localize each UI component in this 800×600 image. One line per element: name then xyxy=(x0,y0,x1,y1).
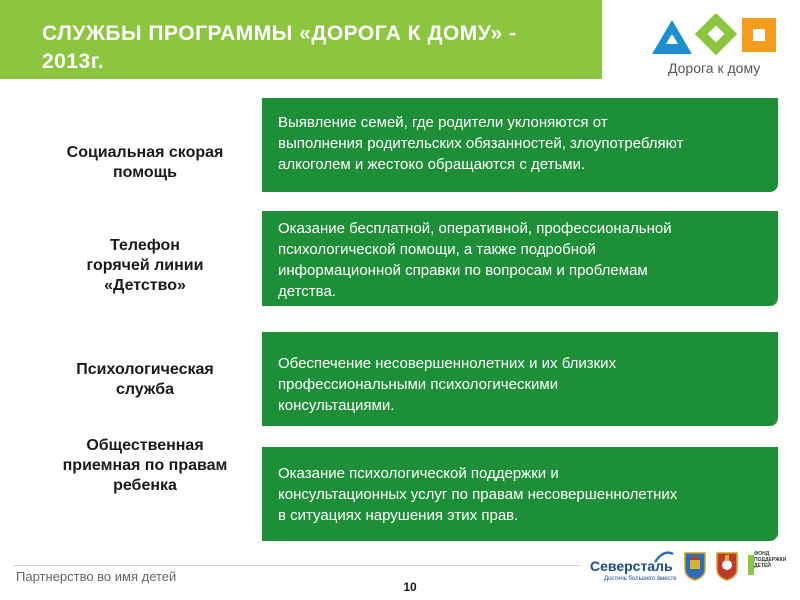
row-label-hotline xyxy=(30,236,260,296)
service-box-psychological-service xyxy=(262,332,778,426)
service-text-line: Оказание бесплатной, оперативной, профессиональной xyxy=(278,220,672,237)
partner-logo-severstal: Северсталь xyxy=(590,558,673,574)
row-label-line: ребенка xyxy=(113,477,177,494)
page-number: 10 xyxy=(403,580,417,594)
row-label-public-reception xyxy=(30,436,260,496)
fund-logo-text: ФОНД ПОДДЕРЖКИ ДЕТЕЙ xyxy=(754,551,787,569)
partner-slogan: Достичь большего вместе xyxy=(604,576,677,582)
service-text-line: Оказание психологической поддержки и xyxy=(278,465,559,482)
service-text-line: выполнения родительских обязанностей, злоупотребляют xyxy=(278,135,684,152)
row-label-line: Психологическая xyxy=(76,361,214,378)
row-label-line: Телефон xyxy=(110,237,180,254)
service-text-line: профессиональными психологическими xyxy=(278,376,559,393)
service-text-line: информационной справки по вопросам и проблемам xyxy=(278,262,648,279)
row-label-social-ambulance xyxy=(30,143,260,183)
footer-tagline: Партнерство во имя детей xyxy=(16,569,177,584)
row-label-line: «Детство» xyxy=(104,277,186,294)
row-label-line: Социальная скорая xyxy=(66,144,224,161)
service-text-line: в ситуациях нарушения этих прав. xyxy=(278,507,519,524)
service-text-line: алкоголем и жестоко обращаются с детьми. xyxy=(278,156,586,173)
city-crest-icon xyxy=(683,551,707,581)
service-text-line: детства. xyxy=(278,283,336,300)
row-label-line: служба xyxy=(115,381,175,398)
service-text-line: психологической помощи, а также подробной xyxy=(278,241,596,258)
page-title-line-1: СЛУЖБЫ ПРОГРАММЫ «ДОРОГА К ДОМУ» - xyxy=(42,22,517,45)
service-text-line: Выявление семей, где родители уклоняются от xyxy=(278,114,608,131)
region-crest-icon xyxy=(715,551,739,581)
service-text-line: консультациями. xyxy=(278,397,395,414)
row-label-line: горячей линии xyxy=(86,257,204,274)
service-text-line: Обеспечение несовершеннолетних и их близких xyxy=(278,355,617,372)
service-box-hotline xyxy=(262,211,778,306)
page-title-line-2: 2013г. xyxy=(42,50,105,73)
row-label-line: приемная по правам xyxy=(62,457,228,474)
service-box-public-reception xyxy=(262,447,778,541)
logo-caption: Дорога к дому xyxy=(668,60,761,76)
severstal-swoosh-icon xyxy=(654,551,674,563)
page-title xyxy=(42,20,592,76)
service-box-social-ambulance xyxy=(262,98,778,192)
row-label-line: Общественная xyxy=(86,437,204,454)
row-label-psychological-service xyxy=(30,360,260,400)
service-text-line: консультационных услуг по правам несовершеннолетних xyxy=(278,486,678,503)
row-label-line: помощь xyxy=(113,164,177,181)
footer-divider xyxy=(14,565,580,566)
